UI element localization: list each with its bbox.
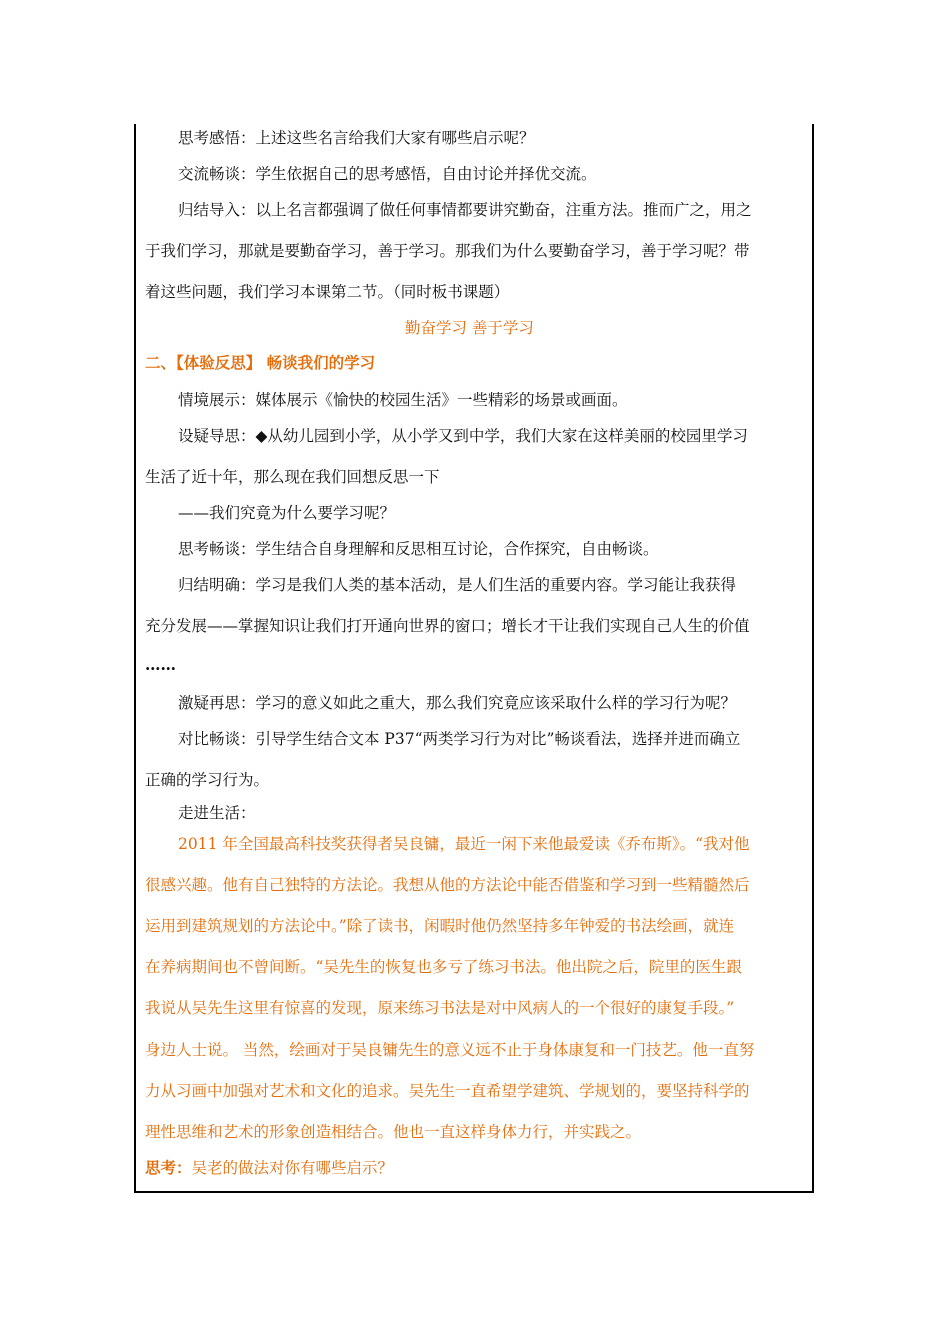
text-line: 于我们学习，那就是要勤奋学习，善于学习。那我们为什么要勤奋学习，善于学习呢？带: [145, 242, 750, 260]
text-line: 归结明确：学习是我们人类的基本活动，是人们生活的重要内容。学习能让我获得: [178, 576, 737, 594]
story-line: 力从习画中加强对艺术和文化的追求。吴先生一直希望学建筑、学规划的，要坚持科学的: [145, 1082, 750, 1100]
story-line: 很感兴趣。他有自己独特的方法论。我想从他的方法论中能否借鉴和学习到一些精髓然后: [145, 876, 750, 894]
section-heading: 二、【体验反思】 畅谈我们的学习: [145, 353, 376, 372]
story-line: 身边人士说。 当然，绘画对于吴良镛先生的意义远不止于身体康复和一门技艺。他一直努: [145, 1041, 755, 1059]
story-line: 2011 年全国最高科技奖获得者吴良镛，最近一闲下来他最爱读《乔布斯》。“我对他: [178, 835, 750, 853]
story-line: 理性思维和艺术的形象创造相结合。他也一直这样身体力行，并实践之。: [145, 1123, 642, 1141]
text-line: ——我们究竟为什么要学习呢？: [178, 504, 396, 522]
story-line: 运用到建筑规划的方法论中。”除了读书，闲暇时他仍然坚持多年钟爱的书法绘画，就连: [145, 917, 735, 935]
text-line: 情境展示：媒体展示《愉快的校园生活》一些精彩的场景或画面。: [178, 391, 628, 409]
text-line: 充分发展——掌握知识让我们打开通向世界的窗口；增长才干让我们实现自己人生的价值: [145, 617, 750, 635]
question-line: [145, 1158, 393, 1178]
section-title: 勤奋学习 善于学习: [405, 319, 534, 337]
text-line: 归结导入：以上名言都强调了做任何事情都要讲究勤奋，注重方法。推而广之，用之: [178, 201, 752, 219]
ellipsis-line: ……: [145, 655, 176, 674]
text-line: 交流畅谈：学生依据自己的思考感悟，自由讨论并择优交流。: [178, 165, 597, 183]
text-line: 着这些问题，我们学习本课第二节。（同时板书课题）: [145, 283, 510, 301]
story-line: 我说从吴先生这里有惊喜的发现，原来练习书法是对中风病人的一个很好的康复手段。”: [145, 999, 735, 1017]
text-line: 对比畅谈：引导学生结合文本 P37“两类学习行为对比”畅谈看法，选择并进而确立: [178, 730, 741, 748]
text-line: 正确的学习行为。: [145, 771, 270, 789]
question-text: 吴老的做法对你有哪些启示？: [191, 1159, 394, 1177]
question-label: 思考：: [145, 1158, 192, 1177]
story-line: 在养病期间也不曾间断。“吴先生的恢复也多亏了练习书法。他出院之后，院里的医生跟: [145, 958, 742, 976]
text-line: 走进生活：: [178, 804, 256, 822]
text-line: 思考畅谈：学生结合自身理解和反思相互讨论，合作探究，自由畅谈。: [178, 540, 659, 558]
text-line: 生活了近十年，那么现在我们回想反思一下: [145, 468, 440, 486]
text-line: 激疑再思：学习的意义如此之重大，那么我们究竟应该采取什么样的学习行为呢？: [178, 694, 737, 712]
text-line: 设疑导思：◆从幼儿园到小学，从小学又到中学，我们大家在这样美丽的校园里学习: [178, 427, 748, 445]
text-line: 思考感悟：上述这些名言给我们大家有哪些启示呢？: [178, 129, 535, 147]
